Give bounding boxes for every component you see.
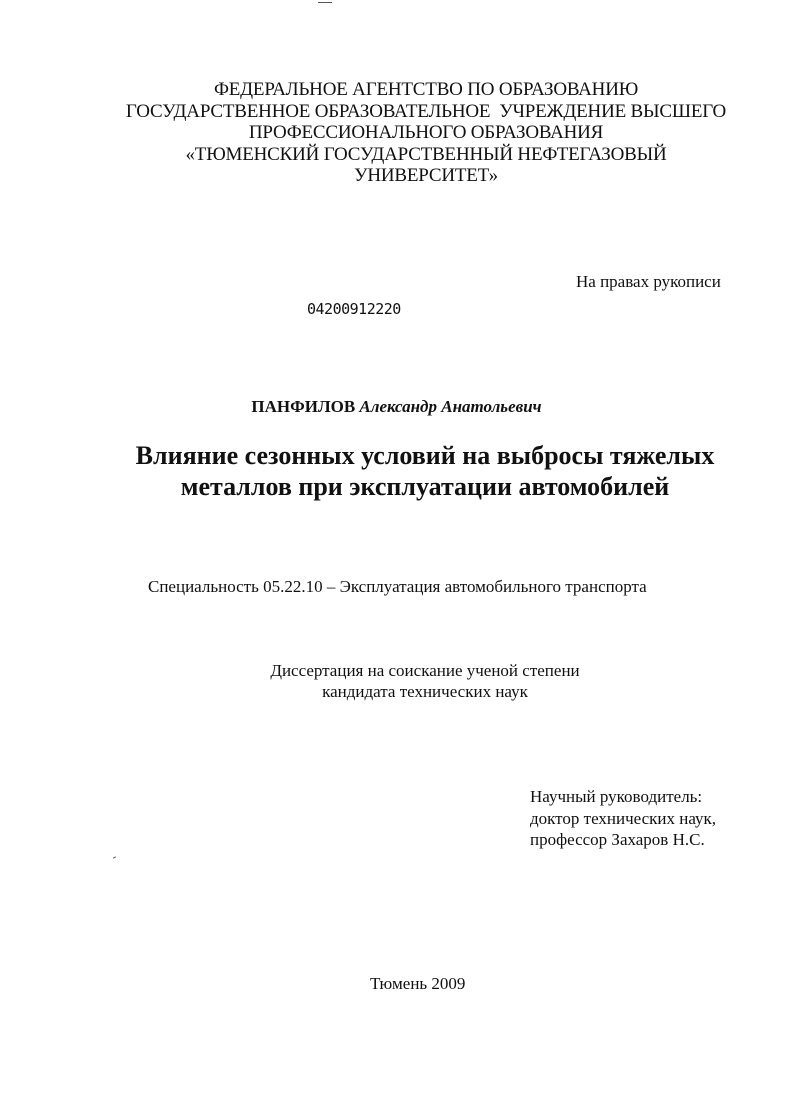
author-surname: ПАНФИЛОВ xyxy=(251,397,356,416)
rights-note: На правах рукописи xyxy=(576,272,721,291)
scan-artifact-dot xyxy=(113,856,116,858)
title-line: металлов при эксплуатации автомобилей xyxy=(180,472,670,501)
degree-line: Диссертация на соискание ученой степени xyxy=(270,661,580,680)
scan-artifact-mark xyxy=(318,2,332,3)
degree-statement xyxy=(0,660,793,702)
institution-header xyxy=(60,79,792,187)
specialty-line: Специальность 05.22.10 – Эксплуатация автомобильного транспорта xyxy=(148,577,647,596)
inventory-number: 04200912220 xyxy=(307,300,401,318)
dissertation-title xyxy=(0,440,793,502)
header-line: УНИВЕРСИТЕТ» xyxy=(354,165,498,186)
supervisor-line: доктор технических наук, xyxy=(530,808,717,828)
degree-line: кандидата технических наук xyxy=(322,682,528,701)
supervisor-line: профессор Захаров Н.С. xyxy=(530,830,705,849)
author-given-names: Александр Анатольевич xyxy=(359,397,542,416)
author-name xyxy=(0,397,793,417)
place-year: Тюмень 2009 xyxy=(370,974,466,993)
header-line: ФЕДЕРАЛЬНОЕ АГЕНТСТВО ПО ОБРАЗОВАНИЮ xyxy=(213,79,639,100)
header-line: ГОСУДАРСТВЕННОЕ ОБРАЗОВАТЕЛЬНОЕ УЧРЕЖДЕНИЕ ВЫСШЕГО xyxy=(125,100,727,122)
supervisor-line: Научный руководитель: xyxy=(530,787,703,806)
header-line: «ТЮМЕНСКИЙ ГОСУДАРСТВЕННЫЙ НЕФТЕГАЗОВЫЙ xyxy=(185,143,667,165)
header-line: ПРОФЕССИОНАЛЬНОГО ОБРАЗОВАНИЯ xyxy=(248,122,604,143)
title-line: Влияние сезонных условий на выбросы тяжелых xyxy=(135,441,715,470)
supervisor-block xyxy=(530,786,716,851)
